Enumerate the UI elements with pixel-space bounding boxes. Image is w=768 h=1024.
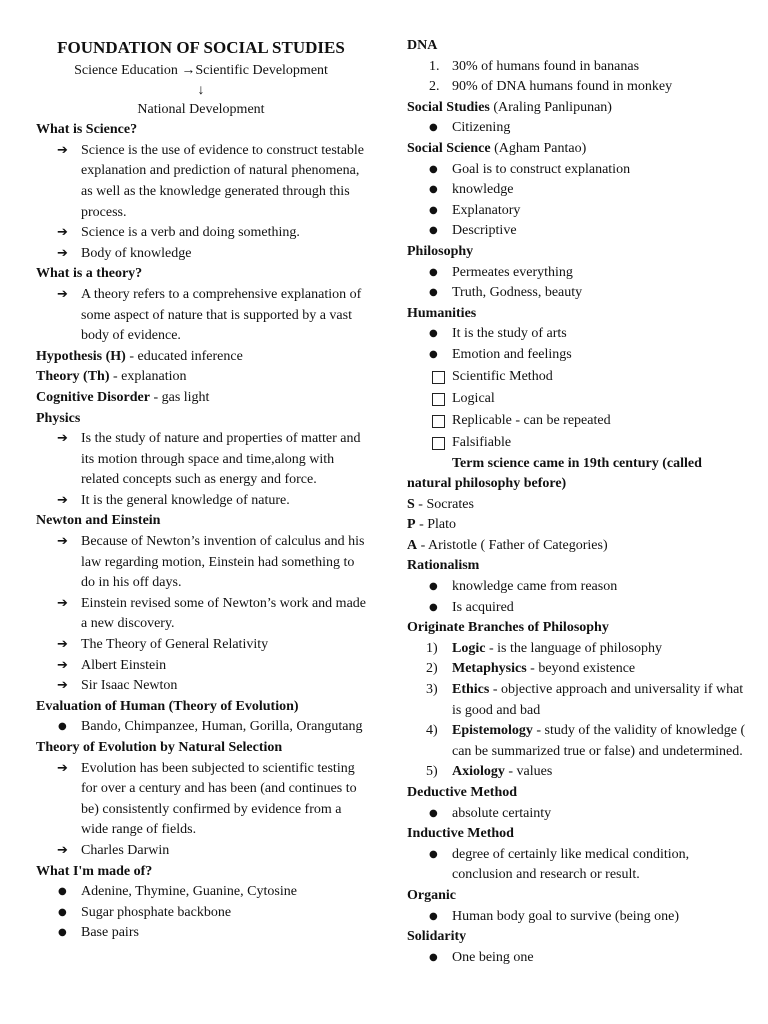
list-item: 1) Logic - is the language of philosophy <box>426 640 662 656</box>
heading-philosophy: Philosophy <box>407 243 474 259</box>
natural-selection-list <box>36 759 366 862</box>
aristotle-line: A - Aristotle ( Father of Categories) <box>407 537 608 553</box>
list-item: ➔ The Theory of General Relativity <box>36 635 366 656</box>
term: Theory (Th) <box>36 369 110 385</box>
flow-line-1: Science Education →Scientific Development <box>74 63 328 78</box>
flow-down-arrow: ↓ <box>197 82 205 98</box>
organic-list <box>407 907 747 928</box>
heading-humanities: Humanities <box>407 305 477 321</box>
list-item: ➔ Sir Isaac Newton <box>36 676 366 697</box>
list-item: ● knowledge came from reason <box>407 577 747 598</box>
page-title: FOUNDATION OF SOCIAL STUDIES <box>57 38 345 57</box>
rationalism-list <box>407 577 747 618</box>
list-item: 3) Ethics - objective approach and universality if what is good and bad <box>426 682 744 718</box>
list-item: ➔ Albert Einstein <box>36 656 366 677</box>
list-item: ● absolute certainty <box>407 804 747 825</box>
right-column <box>407 36 747 968</box>
list-item: ● Truth, Godness, beauty <box>407 283 747 304</box>
list-item: ➔ It is the general knowledge of nature. <box>36 491 366 512</box>
list-item: ➔ Is the study of nature and properties of matter and its motion through space and time,along with related concepts such as energy and force. <box>36 429 366 491</box>
list-item: ➔ Because of Newton’s invention of calculus and his law regarding motion, Einstein had something to do in his off days. <box>36 532 366 594</box>
list-item: 2. 90% of DNA humans found in monkey <box>429 79 673 95</box>
heading-what-is-theory: What is a theory? <box>36 266 143 282</box>
list-item: ➔ Body of knowledge <box>36 244 366 265</box>
heading-evaluation-of-human: Evaluation of Human (Theory of Evolution) <box>36 698 299 714</box>
list-item: ● Emotion and feelings <box>407 345 747 366</box>
list-item: ● Permeates everything <box>407 263 747 284</box>
list-item: ➔ Einstein revised some of Newton’s work and made a new discovery. <box>36 594 366 635</box>
definition: - explanation <box>109 369 187 385</box>
list-item: ➔ Charles Darwin <box>36 841 366 862</box>
theory-list <box>36 285 366 347</box>
hypothesis-line <box>36 347 366 368</box>
list-item: ● knowledge <box>407 180 747 201</box>
list-item: ● Bando, Chimpanzee, Human, Gorilla, Orangutang <box>36 717 366 738</box>
definition: - educated inference <box>125 348 243 364</box>
branches-list <box>407 639 747 783</box>
heading-dna: DNA <box>407 38 438 53</box>
checkbox-item: Falsifiable <box>407 432 747 454</box>
plato-line: P - Plato <box>407 517 457 533</box>
theory-line <box>36 367 366 388</box>
list-item: ● Adenine, Thymine, Guanine, Cytosine <box>36 882 366 903</box>
list-item: ● Explanatory <box>407 201 747 222</box>
list-item: 2) Metaphysics - beyond existence <box>426 661 636 677</box>
socrates-line: S - Socrates <box>407 496 474 512</box>
humanities-list <box>407 324 747 365</box>
checkbox-item: Logical <box>407 388 747 410</box>
list-item: ➔ Science is the use of evidence to construct testable explanation and prediction of natural phenomena, as well as the knowledge generated through this process. <box>36 141 366 223</box>
flow-line-2: National Development <box>137 101 265 117</box>
list-item: ● Base pairs <box>36 923 366 944</box>
evaluation-list <box>36 717 366 738</box>
term-science-note-line2: natural philosophy before) <box>407 476 567 492</box>
term: Cognitive Disorder <box>36 389 150 405</box>
heading-rationalism: Rationalism <box>407 558 480 574</box>
cognitive-line <box>36 388 366 409</box>
list-item: ➔ Evolution has been subjected to scientific testing for over a century and has been (and continues to be) consistently confirmed by evidence from a wide range of fields. <box>36 759 366 841</box>
list-item: 4) Epistemology - study of the validity of knowledge ( can be summarized true or false) and undetermined. <box>426 723 746 759</box>
made-of-list <box>36 882 366 944</box>
list-item: ● Human body goal to survive (being one) <box>407 907 747 928</box>
heading-newton-einstein: Newton and Einstein <box>36 513 161 529</box>
list-item: 5) Axiology - values <box>426 764 553 780</box>
heading-inductive-method: Inductive Method <box>407 826 514 842</box>
list-item: ➔ A theory refers to a comprehensive explanation of some aspect of nature that is supported by a vast body of evidence. <box>36 285 366 347</box>
left-column <box>36 36 366 944</box>
heading-social-studies: Social Studies (Araling Panlipunan) <box>407 99 612 115</box>
list-item: ● Goal is to construct explanation <box>407 160 747 181</box>
heading-what-im-made-of: What I'm made of? <box>36 863 153 879</box>
inductive-list <box>407 845 747 886</box>
list-item: ● Is acquired <box>407 598 747 619</box>
list-item: ● One being one <box>407 948 747 969</box>
heading-branches-of-philosophy: Originate Branches of Philosophy <box>407 620 609 636</box>
heading-deductive-method: Deductive Method <box>407 785 518 800</box>
physics-list <box>36 429 366 511</box>
list-item: 1. 30% of humans found in bananas <box>429 58 640 74</box>
deductive-list <box>407 804 747 825</box>
humanities-checklist <box>407 366 747 454</box>
heading-natural-selection: Theory of Evolution by Natural Selection <box>36 740 283 755</box>
list-item: ● It is the study of arts <box>407 324 747 345</box>
dna-list <box>407 57 747 98</box>
checkbox-item: Scientific Method <box>407 366 747 388</box>
solidarity-list <box>407 948 747 969</box>
list-item: ● Citizening <box>407 118 747 139</box>
term: Hypothesis (H) <box>36 348 126 364</box>
science-list <box>36 141 366 265</box>
definition: - gas light <box>149 389 210 405</box>
list-item: ● Sugar phosphate backbone <box>36 903 366 924</box>
philosophy-list <box>407 263 747 304</box>
heading-what-is-science: What is Science? <box>36 122 138 138</box>
heading-physics: Physics <box>36 410 81 426</box>
term-science-note-line1: Term science came in 19th century (called <box>452 455 702 471</box>
list-item: ● Descriptive <box>407 221 747 242</box>
list-item: ➔ Science is a verb and doing something. <box>36 223 366 244</box>
heading-organic: Organic <box>407 887 456 903</box>
social-studies-list <box>407 118 747 139</box>
social-science-list <box>407 160 747 242</box>
checkbox-item: Replicable - can be repeated <box>407 410 747 432</box>
newton-einstein-list <box>36 532 366 697</box>
list-item: ● degree of certainly like medical condition, conclusion and research or result. <box>407 845 747 886</box>
heading-solidarity: Solidarity <box>407 929 467 945</box>
heading-social-science: Social Science (Agham Pantao) <box>407 140 587 156</box>
